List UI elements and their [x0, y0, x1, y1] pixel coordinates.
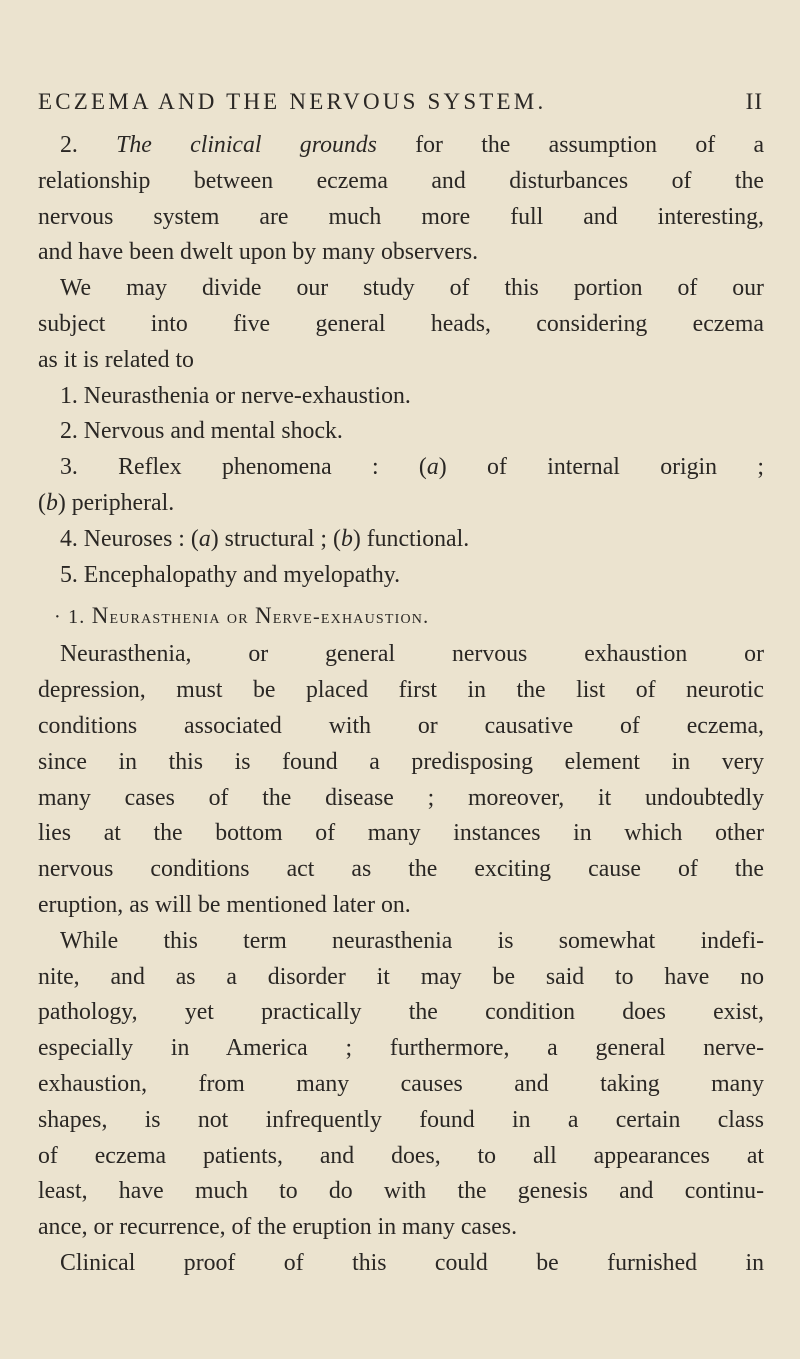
text-line: shapes, is not infrequently found in a certain class — [38, 1106, 764, 1133]
text-line: of eczema patients, and does, to all appearances at — [38, 1142, 764, 1169]
text-fragment: 4. Neuroses : — [60, 525, 185, 552]
text-line: While this term neurasthenia is somewhat indefi- — [60, 927, 764, 954]
body-text — [38, 128, 764, 1282]
text-line: subject into five general heads, considering eczema — [38, 310, 764, 337]
label-a-text: (a) — [418, 454, 447, 481]
text-line: nite, and as a disorder it may be said to have no — [38, 963, 764, 990]
text-fragment: of internal origin ; — [487, 454, 765, 481]
page-number: II — [745, 89, 763, 114]
label-a: (a) — [190, 525, 219, 552]
text-line: nervous conditions act as the exciting cause of the — [38, 856, 764, 883]
text-line: many cases of the disease ; moreover, it undoubtedly — [38, 784, 764, 811]
list-item: 1. Neurasthenia or nerve-exhaustion. — [60, 382, 411, 409]
label-a — [419, 454, 447, 480]
text-line: as it is related to — [38, 346, 194, 373]
running-head-title: ECZEMA AND THE NERVOUS SYSTEM. — [38, 89, 547, 114]
text-fragment: structural ; — [224, 525, 328, 552]
text-line: exhaustion, from many causes and taking many — [38, 1070, 764, 1097]
text-line: and have been dwelt upon by many observers. — [38, 239, 479, 266]
list-item-continuation — [38, 486, 764, 522]
text-line: pathology, yet practically the condition does exist, — [38, 999, 764, 1026]
text-fragment: functional. — [366, 525, 470, 552]
text-line: nervous system are much more full and interesting, — [38, 203, 764, 230]
text-line: least, have much to do with the genesis and continu- — [38, 1178, 764, 1205]
running-head — [38, 86, 763, 118]
italic-phrase: The clinical grounds — [116, 132, 377, 158]
text-line: since in this is found a predisposing element in very — [38, 748, 764, 775]
text-fragment: for the assumption of a — [415, 132, 765, 158]
text-line: Clinical proof of this could be furnished in — [60, 1249, 764, 1276]
list-item — [38, 522, 764, 558]
text-line: relationship between eczema and disturbances of the — [38, 167, 764, 194]
text-line: conditions associated with or causative of eczema, — [38, 712, 764, 739]
text-line: ance, or recurrence, of the eruption in many cases. — [38, 1214, 518, 1241]
list-item — [38, 450, 764, 486]
text-fragment: 3. Reflex phenomena : — [60, 454, 379, 481]
text-line: especially in America ; furthermore, a general nerve- — [38, 1035, 764, 1062]
label-b: (b) — [38, 489, 66, 516]
text-line: Neurasthenia, or general nervous exhaustion or — [60, 641, 764, 668]
text-line: We may divide our study of this portion of our — [60, 275, 764, 302]
list-item: 5. Encephalopathy and myelopathy. — [60, 561, 401, 588]
text-line: eruption, as will be mentioned later on. — [38, 891, 411, 918]
text-line — [38, 128, 764, 164]
section-heading: · 1. Neurasthenia or Nerve-exhaustion. — [54, 603, 430, 629]
item-number: 2. — [60, 132, 78, 158]
text-fragment: peripheral. — [71, 489, 175, 516]
list-item: 2. Nervous and mental shock. — [60, 418, 343, 445]
text-line: lies at the bottom of many instances in which other — [38, 820, 764, 847]
text-line: depression, must be placed first in the list of neurotic — [38, 677, 764, 704]
label-b: (b) — [333, 525, 361, 552]
